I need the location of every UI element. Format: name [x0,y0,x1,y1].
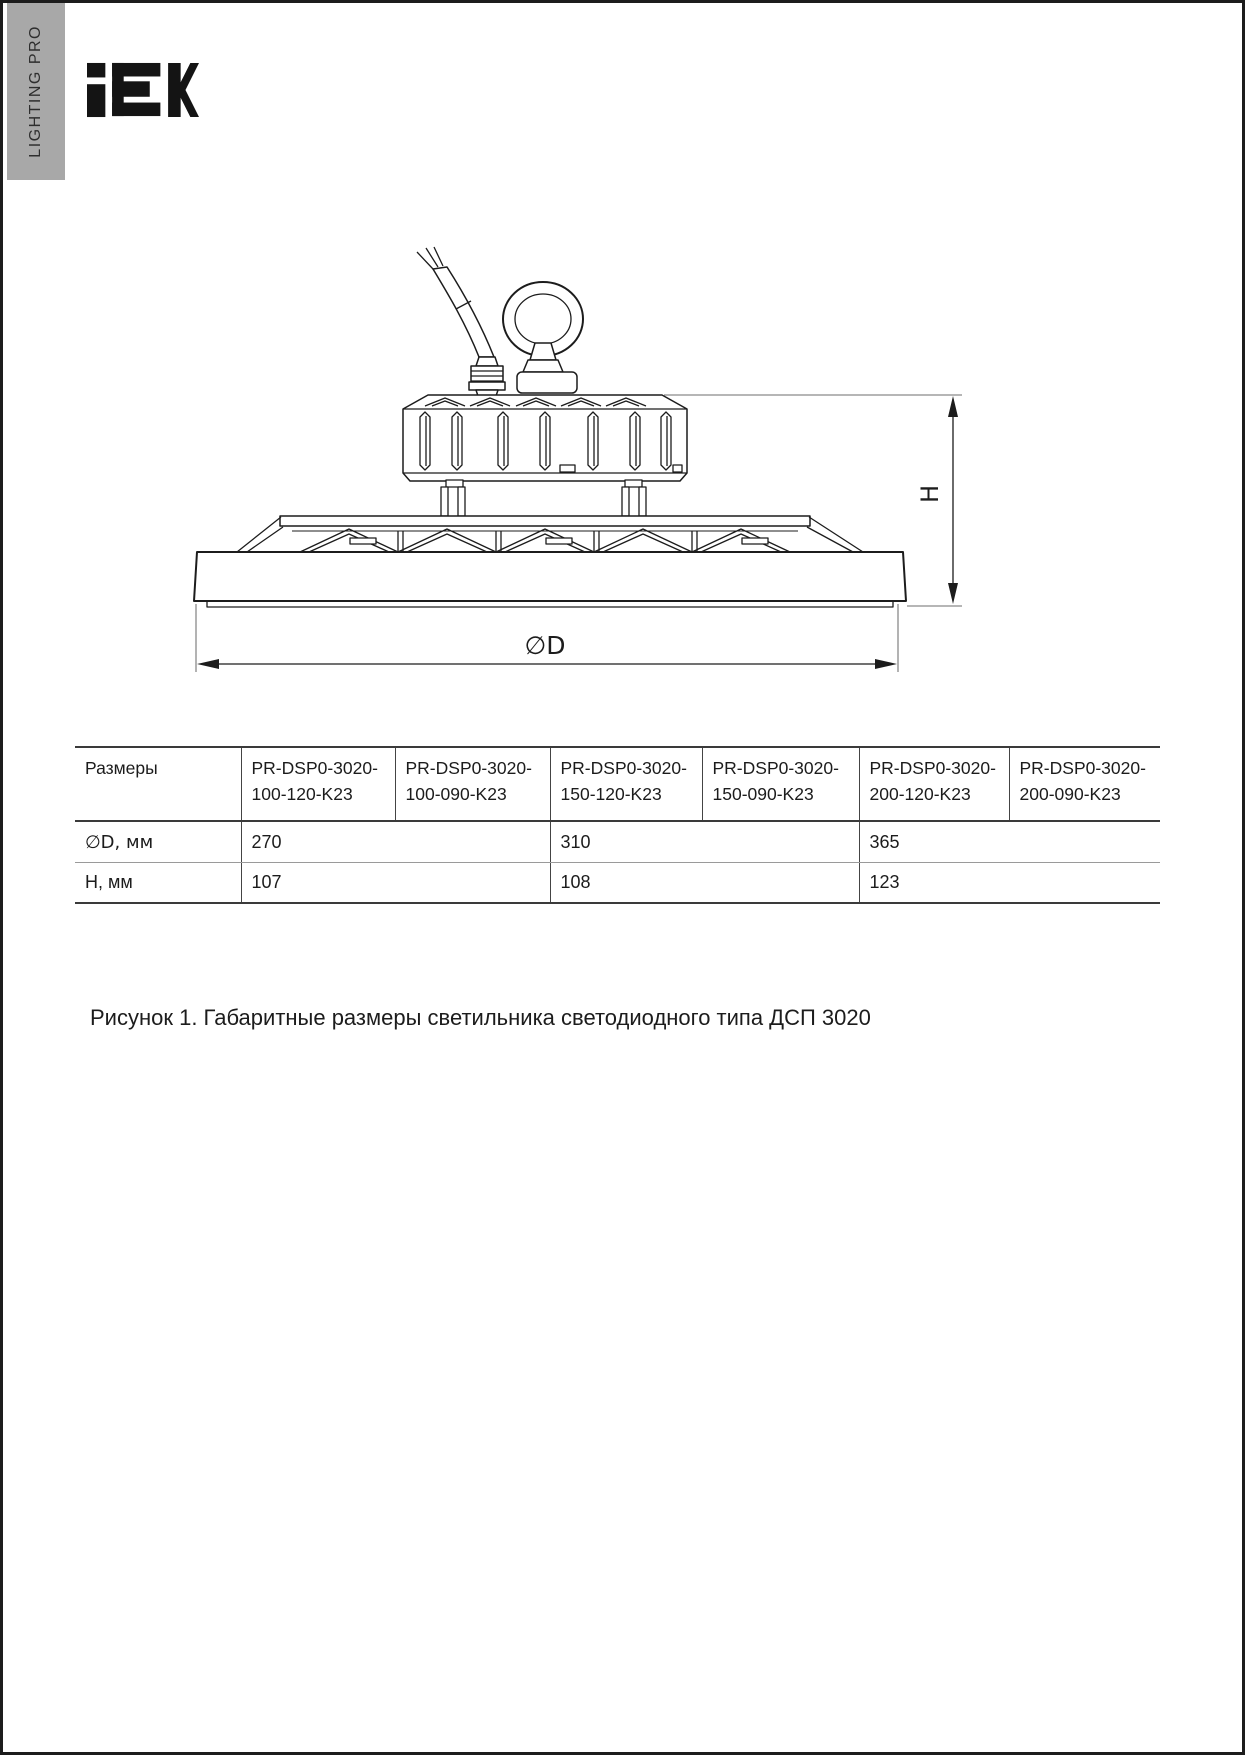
row-label-height: H, мм [75,863,241,904]
table-header-row [75,747,1160,821]
dimension-h [907,396,962,606]
logo-e [112,63,160,116]
col-header-model-4: PR-DSP0-3020- 150-090-K23 [702,747,859,821]
table-row-diameter [75,821,1160,863]
value-diameter-2: 310 [550,821,859,863]
lighting-pro-label: LIGHTING PRO [27,25,44,158]
body-top-plate [280,516,810,526]
mounting-posts [441,480,646,516]
col-header-dimensions: Размеры [75,747,241,821]
driver-heatsink [403,395,687,481]
logo-i-stem [87,84,105,117]
cable-gland [469,357,505,396]
logo-k [168,63,199,117]
dim-h-label: H [916,484,944,504]
eye-bolt [503,282,583,393]
col-header-model-3: PR-DSP0-3020- 150-120-K23 [550,747,702,821]
dimension-diameter [196,604,898,672]
table-row-height [75,863,1160,904]
iek-logo [87,62,199,118]
luminaire-dimension-drawing [180,230,980,680]
value-height-3: 123 [859,863,1160,904]
dim-d-label: ∅D [524,631,566,660]
supply-cable [417,247,494,357]
col-header-model-5: PR-DSP0-3020- 200-120-K23 [859,747,1009,821]
col-header-model-6: PR-DSP0-3020- 200-090-K23 [1009,747,1160,821]
lighting-pro-tab [7,3,65,180]
lamp-body [194,552,906,607]
value-diameter-1: 270 [241,821,550,863]
value-height-2: 108 [550,863,859,904]
col-header-model-2: PR-DSP0-3020- 100-090-K23 [395,747,550,821]
row-label-diameter: ∅D, мм [75,821,241,863]
value-diameter-3: 365 [859,821,1160,863]
col-header-model-1: PR-DSP0-3020- 100-120-K23 [241,747,395,821]
figure-caption: Рисунок 1. Габаритные размеры светильника светодиодного типа ДСП 3020 [90,1005,871,1030]
dimensions-table [75,746,1160,904]
logo-i-dot [87,63,105,77]
value-height-1: 107 [241,863,550,904]
